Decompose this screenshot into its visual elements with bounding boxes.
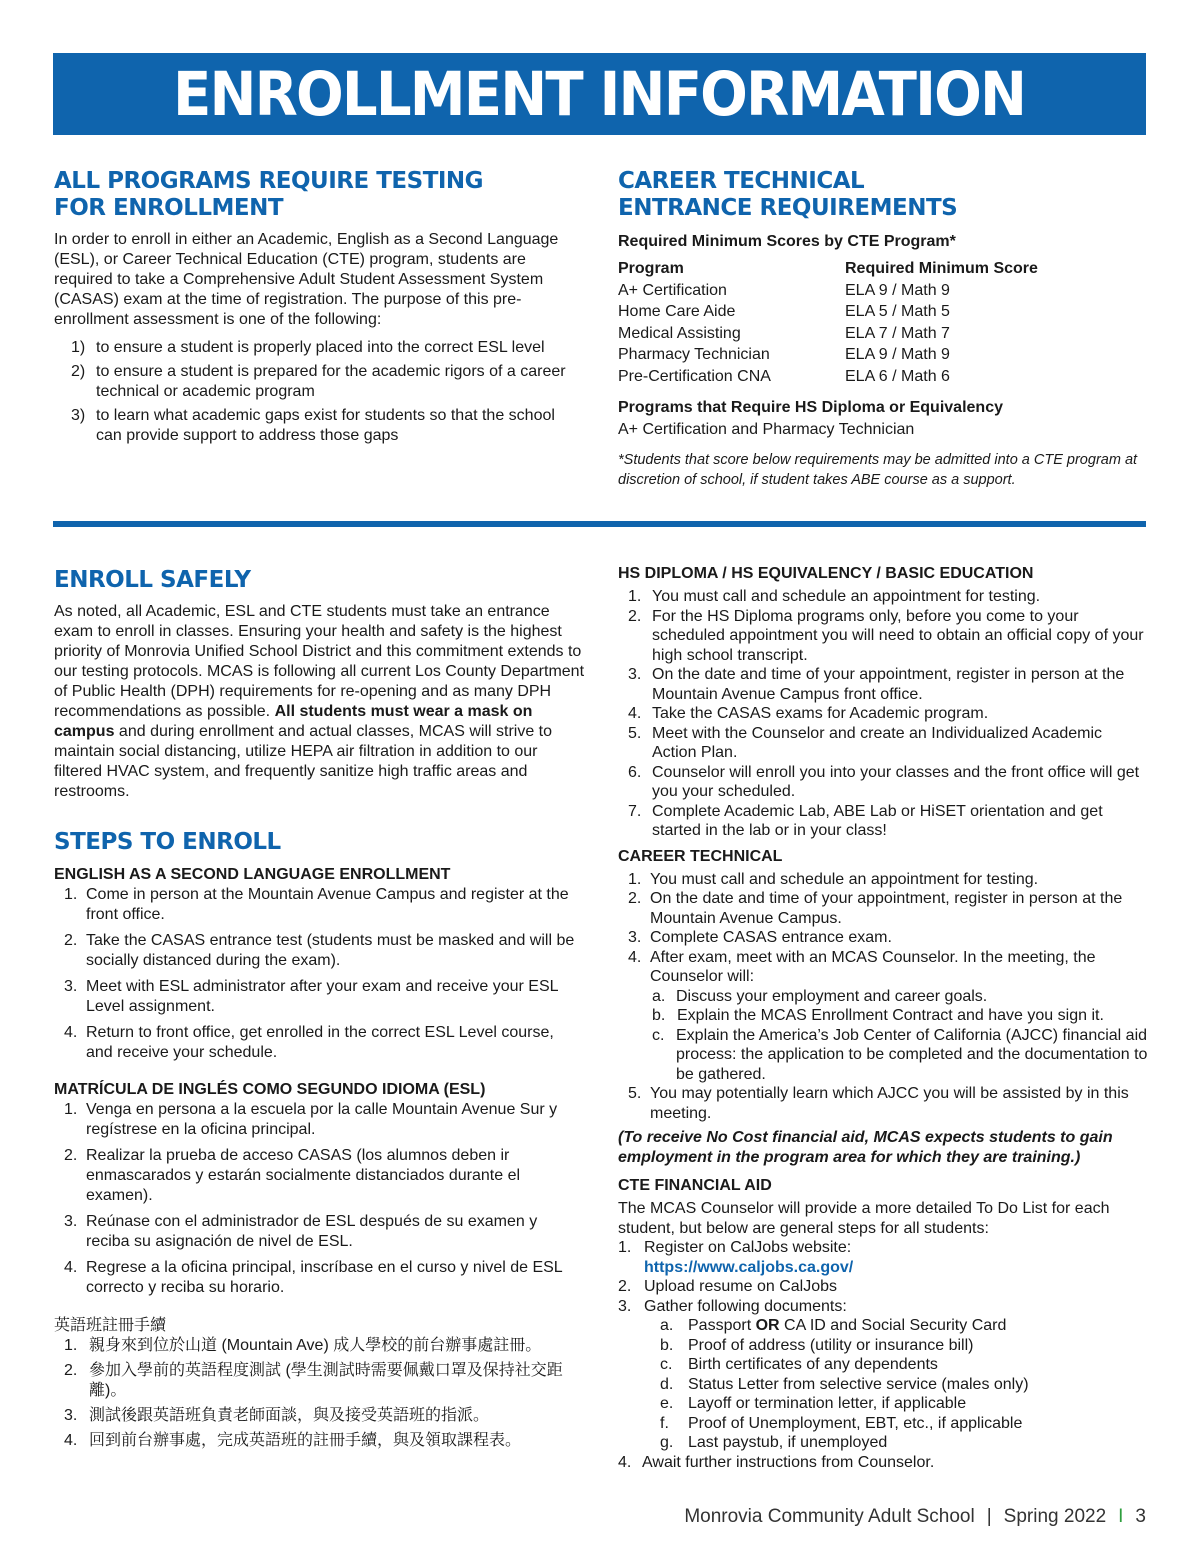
- ct-heading: CAREER TECHNICAL: [618, 847, 783, 865]
- testing-intro: In order to enroll in either an Academic, English as a Second Language (ESL), or Career Technical Education (CTE) program, students are required to take a Comprehensive Adult Student Assessment System (CASAS) exam at the time of registration. The purpose of this pre-enrollment assessment is one of the following:: [54, 231, 559, 328]
- list-item: 1. You must call and schedule an appointment for testing.: [628, 588, 1041, 605]
- list-item: 5. Meet with the Counselor and create an Individualized Academic Action Plan.: [628, 724, 1103, 761]
- esl-list: [54, 885, 584, 1063]
- item-text: to learn what academic gaps exist for students so that the school can provide support to address those gaps: [96, 407, 555, 444]
- list-item: 3. On the date and time of your appointment, register in person at the Mountain Avenue Campus front office.: [628, 666, 1125, 703]
- esl-heading: ENGLISH AS A SECOND LANGUAGE ENROLLMENT: [54, 866, 451, 883]
- list-item: 2. 參加入學前的英語程度測試 (學生測試時需要佩戴口罩及保持社交距離)。: [64, 1362, 563, 1399]
- sub-list-item: b. Proof of address (utility or insurance bill): [660, 1336, 974, 1354]
- safely-text: As noted, all Academic, ESL and CTE students must take an entrance exam to enroll in classes. Ensuring your health and safety is the highest priority of Monrovia Unified School District and this commitment extends to our testing protocols. MCAS is following all current Los County Department of Public Health (DPH) requirements for re-opening and as many DPH recommendations as possible. All students must wear a mask on campus and during enrollment and actual classes, MCAS will strive to maintain social distancing, utilize HEPA air filtration in addition to our filtered HVAC system, and frequently sanitize high traffic areas and restrooms.: [54, 603, 585, 800]
- sub-list-item: c. Explain the America’s Job Center of California (AJCC) financial aid process: the application to be completed and the documentation to be gathered.: [652, 1026, 1148, 1083]
- term: Spring 2022: [1003, 1506, 1107, 1527]
- list-item: 1. Come in person at the Mountain Avenue Campus and register at the front office.: [64, 886, 569, 923]
- score-cell: ELA 9 / Math 9: [845, 346, 950, 363]
- section-divider: [53, 521, 1146, 527]
- program-cell: Pre-Certification CNA: [618, 367, 771, 385]
- hs-heading: HS DIPLOMA / HS EQUIVALENCY / BASIC EDUCATION: [618, 565, 1034, 582]
- spanish-heading: MATRÍCULA DE INGLÉS COMO SEGUNDO IDIOMA (ESL): [54, 1081, 486, 1098]
- item-text: to ensure a student is properly placed into the correct ESL level: [96, 339, 545, 356]
- list-item: [54, 338, 584, 358]
- aid-heading: CTE FINANCIAL AID: [618, 1177, 772, 1194]
- hs-list: [618, 587, 1148, 841]
- sub-list-item: a. Discuss your employment and career goals.: [652, 987, 988, 1005]
- page-footer: [684, 1506, 1146, 1528]
- scores-header-row: [618, 258, 1038, 280]
- testing-heading-line2: FOR ENROLLMENT: [54, 195, 284, 221]
- testing-heading-line1: ALL PROGRAMS REQUIRE TESTING: [54, 168, 484, 194]
- aid-list: [618, 1238, 1148, 1472]
- list-item: 2. Upload resume on CalJobs: [618, 1278, 837, 1295]
- col-program-header: Program: [618, 260, 684, 277]
- diploma-text: A+ Certification and Pharmacy Technician: [618, 421, 915, 438]
- sub-list-item: e. Layoff or termination letter, if applicable: [660, 1395, 967, 1412]
- sub-list-item: b. Explain the MCAS Enrollment Contract and have you sign it.: [652, 1007, 1104, 1024]
- cte-footnote: *Students that score below requirements may be admitted into a CTE program at discretion of school, if student takes ABE course as a support.: [618, 452, 1138, 488]
- spanish-list: [54, 1100, 584, 1298]
- list-item: 4. 回到前台辦事處，完成英語班的註冊手續，與及領取課程表。: [64, 1432, 522, 1449]
- right-column: [618, 564, 1148, 1472]
- testing-section: [54, 168, 584, 446]
- score-cell: ELA 5 / Math 5: [845, 303, 950, 320]
- table-row: [618, 323, 1038, 345]
- list-item: 2. Take the CASAS entrance test (students must be masked and will be socially distanced during the exam).: [64, 932, 575, 969]
- list-item: 2. For the HS Diploma programs only, before you come to your scheduled appointment you will need to obtain an official copy of your high school transcript.: [628, 607, 1144, 664]
- mask-requirement: All students must wear a mask on campus: [54, 703, 533, 740]
- list-item: 4. Take the CASAS exams for Academic program.: [628, 705, 989, 722]
- sub-list-item: g. Last paystub, if unemployed: [660, 1434, 888, 1451]
- ct-list: [618, 870, 1148, 1124]
- sub-list-item: d. Status Letter from selective service (males only): [660, 1375, 1029, 1393]
- list-item: 7. Complete Academic Lab, ABE Lab or HiSET orientation and get started in the lab or in your class!: [628, 802, 1103, 839]
- score-cell: ELA 9 / Math 9: [845, 281, 950, 299]
- table-row: [618, 301, 1038, 323]
- score-cell: ELA 6 / Math 6: [845, 367, 950, 385]
- list-item: 4. Await further instructions from Counselor.: [618, 1453, 935, 1471]
- score-cell: ELA 7 / Math 7: [845, 324, 950, 342]
- col-score-header: Required Minimum Score: [845, 260, 1038, 277]
- item-number: 1): [71, 339, 86, 356]
- left-column: [54, 567, 584, 1451]
- cte-req-subheading: Required Minimum Scores by CTE Program*: [618, 233, 956, 250]
- list-item: 4. Regrese a la oficina principal, inscríbase en el curso y nivel de ESL correcto y reciba su horario.: [64, 1259, 563, 1296]
- sub-list-item: c. Birth certificates of any dependents: [660, 1356, 938, 1373]
- program-cell: Medical Assisting: [618, 324, 741, 342]
- list-item: 3. Complete CASAS entrance exam.: [628, 929, 892, 946]
- table-row: [618, 280, 1038, 302]
- page-number: 3: [1135, 1506, 1146, 1527]
- list-item: 2. On the date and time of your appointment, register in person at the Mountain Avenue Campus.: [628, 890, 1123, 927]
- cte-req-heading-line2: ENTRANCE REQUIREMENTS: [618, 195, 958, 221]
- steps-heading: STEPS TO ENROLL: [54, 829, 281, 855]
- footer-accent-bar: I: [1118, 1506, 1124, 1527]
- list-item: 3. Gather following documents:: [618, 1297, 847, 1315]
- list-item: [54, 362, 584, 402]
- table-row: [618, 344, 1038, 366]
- page-title: ENROLLMENT INFORMATION: [173, 58, 1026, 130]
- chinese-heading: 英語班註冊手續: [54, 1317, 167, 1334]
- item-number: 3): [71, 407, 86, 424]
- program-cell: Pharmacy Technician: [618, 346, 770, 363]
- list-item: 1. Register on CalJobs website: https://www.caljobs.ca.gov/: [618, 1239, 854, 1276]
- cte-requirements-section: [618, 168, 1148, 490]
- safely-heading: ENROLL SAFELY: [54, 567, 251, 593]
- caljobs-link[interactable]: https://www.caljobs.ca.gov/: [644, 1258, 854, 1276]
- list-item: 3. 測試後跟英語班負責老師面談，與及接受英語班的指派。: [64, 1407, 490, 1424]
- title-banner: [53, 53, 1146, 135]
- chinese-list: [54, 1336, 584, 1451]
- table-row: [618, 366, 1038, 388]
- list-item: 4. Return to front office, get enrolled in the correct ESL Level course, and receive your schedule.: [64, 1024, 554, 1061]
- ct-note: (To receive No Cost financial aid, MCAS expects students to gain employment in the program area for which they are training.): [618, 1129, 1113, 1166]
- aid-intro: The MCAS Counselor will provide a more detailed To Do List for each student, but below are general steps for all students:: [618, 1200, 1110, 1237]
- program-cell: A+ Certification: [618, 281, 727, 299]
- cte-req-heading: [618, 168, 1148, 222]
- list-item: 5. You may potentially learn which AJCC you will be assisted by in this meeting.: [628, 1085, 1129, 1122]
- sub-list-item: f. Proof of Unemployment, EBT, etc., if applicable: [660, 1414, 1023, 1432]
- testing-list: [54, 338, 584, 446]
- program-cell: Home Care Aide: [618, 303, 736, 320]
- list-item: 3. Meet with ESL administrator after your exam and receive your ESL Level assignment.: [64, 978, 558, 1015]
- school-name: Monrovia Community Adult School: [684, 1506, 975, 1527]
- cte-req-heading-line1: CAREER TECHNICAL: [618, 168, 865, 194]
- list-item: 6. Counselor will enroll you into your classes and the front office will get you your scheduled.: [628, 763, 1140, 800]
- list-item: 4. After exam, meet with an MCAS Counselor. In the meeting, the Counselor will:: [628, 948, 1096, 985]
- item-text: to ensure a student is prepared for the academic rigors of a career technical or academic program: [96, 363, 566, 400]
- list-item: 1. Venga en persona a la escuela por la calle Mountain Avenue Sur y regístrese en la oficina principal.: [64, 1101, 558, 1138]
- list-item: 3. Reúnase con el administrador de ESL después de su examen y reciba su asignación de nivel de ESL.: [64, 1213, 538, 1250]
- list-item: 1. 親身來到位於山道 (Mountain Ave) 成人學校的前台辦事處註冊。: [64, 1337, 542, 1354]
- footer-divider: |: [986, 1506, 992, 1527]
- list-item: [54, 406, 584, 446]
- testing-heading: [54, 168, 584, 222]
- list-item: 2. Realizar la prueba de acceso CASAS (los alumnos deben ir enmascarados y estarán socialmente distanciados durante el examen).: [64, 1147, 521, 1204]
- diploma-heading: Programs that Require HS Diploma or Equivalency: [618, 399, 1003, 416]
- sub-list-item: a. Passport OR CA ID and Social Security Card: [660, 1317, 1007, 1334]
- scores-table: [618, 258, 1038, 387]
- item-number: 2): [71, 363, 86, 380]
- list-item: 1. You must call and schedule an appointment for testing.: [628, 870, 1039, 888]
